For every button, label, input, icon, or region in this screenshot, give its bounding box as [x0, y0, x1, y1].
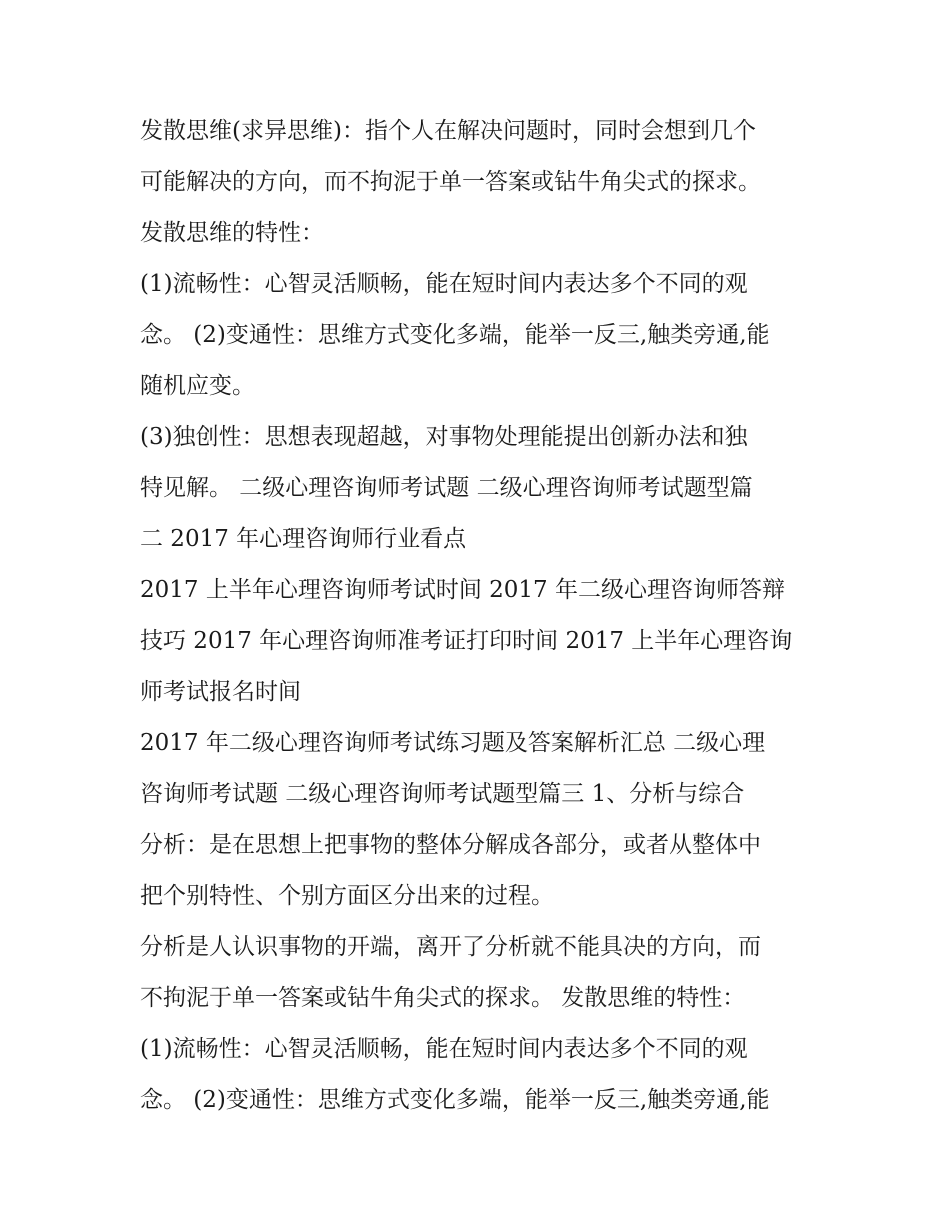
text-line: 特见解。 二级心理咨询师考试题 二级心理咨询师考试题型篇: [140, 475, 753, 501]
text-line: 2017 上半年心理咨询师考试时间 2017 年二级心理咨询师答辩: [140, 577, 785, 603]
text-line: 可能解决的方向，而不拘泥于单一答案或钻牛角尖式的探求。: [140, 169, 761, 195]
text-line: 发散思维(求异思维)：指个人在解决问题时，同时会想到几个: [140, 118, 756, 144]
document-body: [140, 106, 820, 1126]
text-line: 随机应变。: [140, 373, 255, 399]
text-line: 二 2017 年心理咨询师行业看点: [140, 526, 467, 552]
text-line: (1)流畅性：心智灵活顺畅，能在短时间内表达多个不同的观: [140, 1036, 748, 1062]
text-line: (1)流畅性：心智灵活顺畅，能在短时间内表达多个不同的观: [140, 271, 748, 297]
text-line: 2017 年二级心理咨询师考试练习题及答案解析汇总 二级心理: [140, 730, 766, 756]
text-line: 不拘泥于单一答案或钻牛角尖式的探求。 发散思维的特性：: [140, 985, 746, 1011]
text-line: 发散思维的特性：: [140, 220, 324, 246]
text-line: (3)独创性：思想表现超越，对事物处理能提出创新办法和独: [140, 424, 748, 450]
text-line: 分析是人认识事物的开端，离开了分析就不能具决的方向，而: [140, 934, 761, 960]
text-line: 念。 (2)变通性：思维方式变化多端，能举一反三,触类旁通,能: [140, 322, 770, 348]
text-line: 念。 (2)变通性：思维方式变化多端，能举一反三,触类旁通,能: [140, 1087, 770, 1113]
text-line: 咨询师考试题 二级心理咨询师考试题型篇三 1、分析与综合: [140, 781, 745, 807]
text-line: 分析：是在思想上把事物的整体分解成各部分，或者从整体中: [140, 832, 761, 858]
text-line: 技巧 2017 年心理咨询师准考证打印时间 2017 上半年心理咨询: [140, 628, 793, 654]
text-line: 师考试报名时间: [140, 679, 301, 705]
text-line: 把个别特性、个别方面区分出来的过程。: [140, 883, 554, 909]
